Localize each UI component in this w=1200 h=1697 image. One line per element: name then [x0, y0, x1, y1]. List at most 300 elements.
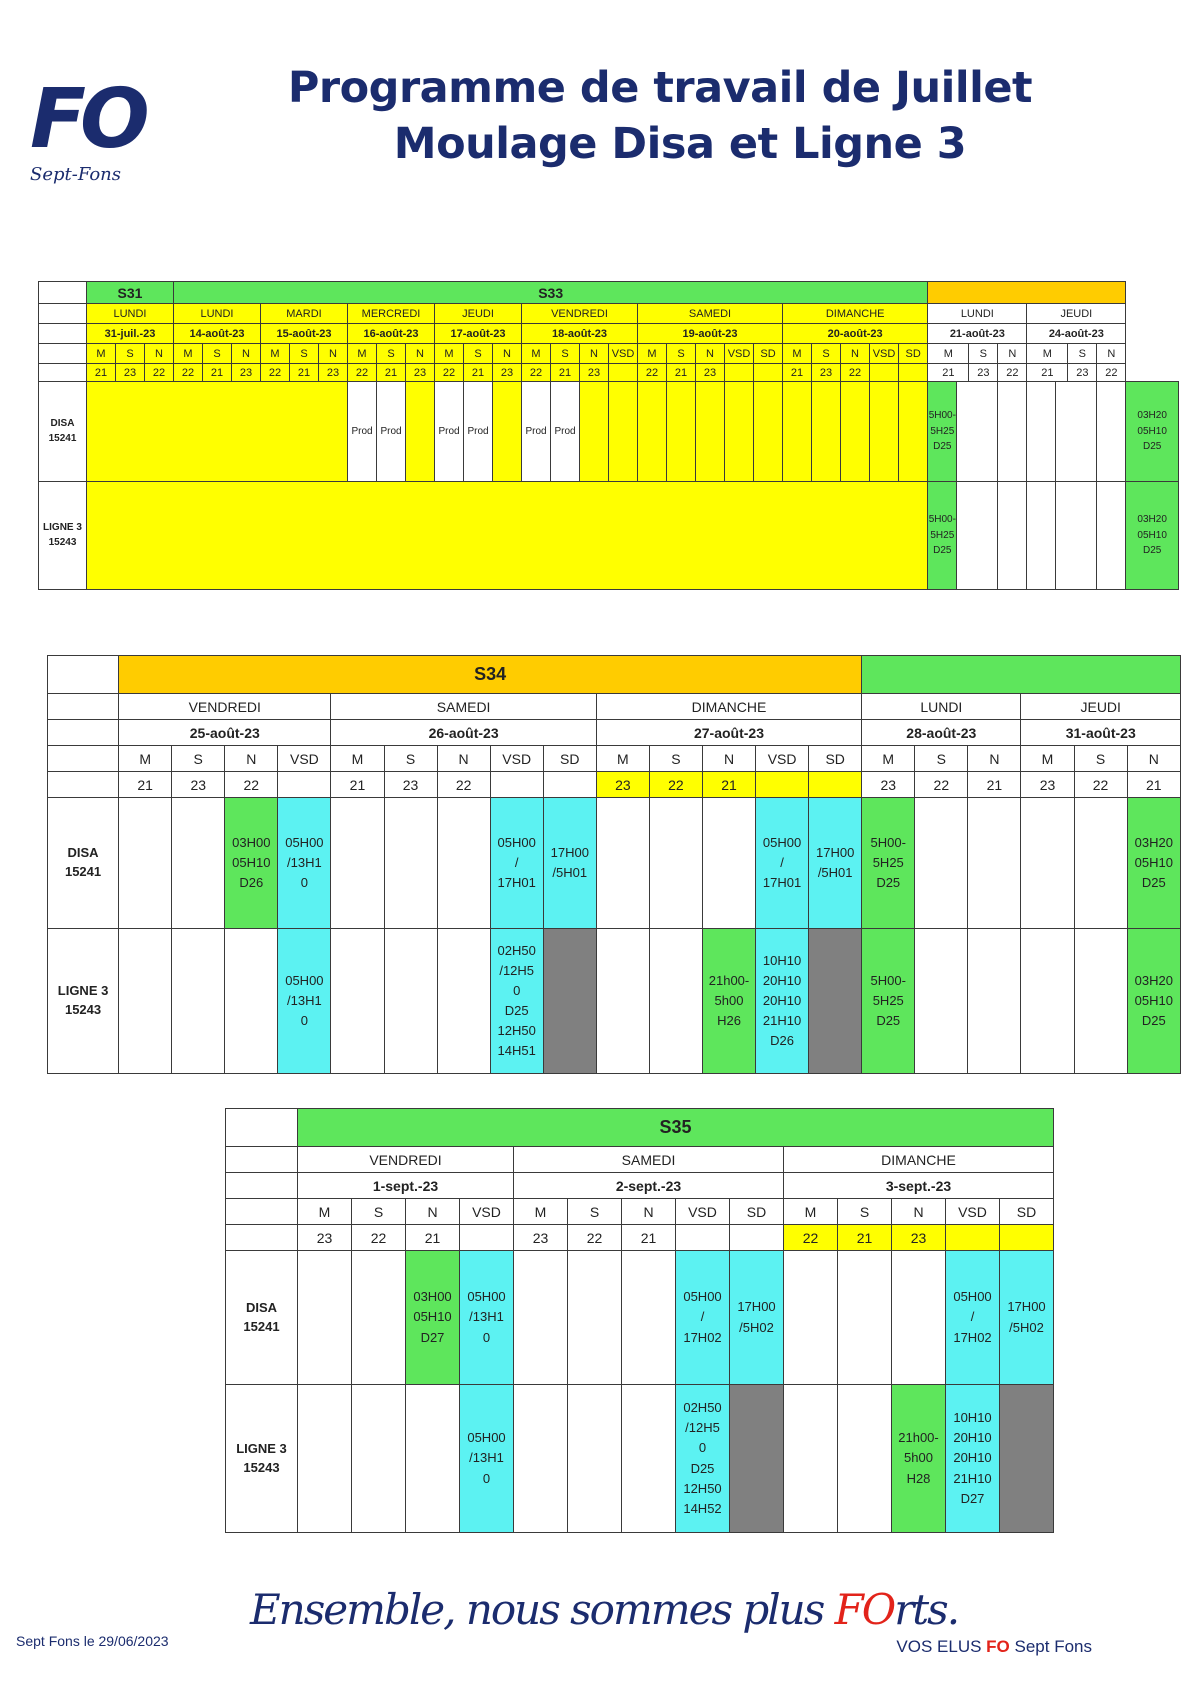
- cell-text: DIMANCHE: [881, 1151, 956, 1168]
- header-cell: [946, 1199, 1000, 1225]
- header-cell: [1127, 746, 1180, 772]
- shift-cell: [331, 798, 384, 929]
- header-cell: [899, 364, 928, 382]
- shift-cell: [87, 382, 348, 482]
- cell-text: 15241: [64, 864, 102, 879]
- cell-text: DISA: [67, 845, 99, 861]
- header-cell: [998, 364, 1027, 382]
- cell-text: S: [373, 1203, 384, 1220]
- cell-text: N: [1008, 347, 1017, 360]
- header-cell: [226, 1225, 298, 1251]
- shift-cell: [225, 929, 278, 1074]
- cell-text: 22: [181, 366, 195, 379]
- header-cell: [1027, 304, 1126, 324]
- cell-text: LIGNE 3: [57, 983, 109, 999]
- cell-text: 5H00-: [870, 972, 906, 988]
- shift-cell: [119, 798, 172, 929]
- header-cell: [809, 772, 862, 798]
- shift-cell: [543, 929, 596, 1074]
- shift-cell: [551, 382, 580, 482]
- cell-text: 16-août-23: [363, 327, 419, 340]
- cell-text: 10H10: [762, 952, 802, 968]
- header-row: [39, 304, 1179, 324]
- shift-cell: [756, 798, 809, 929]
- cell-text: M: [943, 347, 953, 360]
- shift-cell: [838, 1385, 892, 1533]
- header-cell: [725, 364, 754, 382]
- cell-text: N: [643, 1203, 654, 1220]
- cell-text: 20-août-23: [827, 327, 883, 340]
- header-cell: [348, 324, 435, 344]
- shift-cell: [862, 929, 915, 1074]
- shift-cell: [298, 1251, 352, 1385]
- shift-cell: [543, 798, 596, 929]
- cell-text: 31-août-23: [1065, 724, 1136, 741]
- shift-cell: [596, 798, 649, 929]
- header-row: [226, 1225, 1054, 1251]
- cell-text: 17H01: [762, 875, 802, 891]
- cell-text: S: [1095, 750, 1106, 767]
- cell-text: 27-août-23: [693, 724, 765, 741]
- cell-text: /12H5: [685, 1420, 720, 1436]
- header-cell: [203, 344, 232, 364]
- shift-cell: [1000, 1385, 1054, 1533]
- cell-text: JEUDI: [1060, 307, 1093, 320]
- cell-text: MARDI: [286, 307, 322, 320]
- cell-text: /: [780, 854, 784, 870]
- header-cell: [261, 324, 348, 344]
- cell-text: S: [387, 347, 395, 360]
- shift-cell: [784, 1251, 838, 1385]
- cell-text: 22: [355, 366, 369, 379]
- cell-text: 21: [942, 366, 955, 379]
- cell-text: 23: [190, 776, 207, 793]
- header-cell: [730, 1199, 784, 1225]
- cell-text: M: [139, 750, 151, 767]
- header-cell: [696, 344, 725, 364]
- cell-text: N: [242, 347, 250, 360]
- header-cell: [437, 746, 490, 772]
- cell-text: SD: [825, 750, 845, 767]
- cell-text: 17H02: [953, 1329, 992, 1345]
- shift-cell: [377, 382, 406, 482]
- header-cell: [596, 772, 649, 798]
- cell-text: H26: [717, 1013, 741, 1029]
- cell-text: 05H00: [762, 834, 802, 850]
- cell-text: 17H00: [550, 844, 589, 860]
- header-cell: [928, 324, 1027, 344]
- cell-text: S: [677, 347, 685, 360]
- header-cell: [490, 772, 543, 798]
- shift-cell: [435, 382, 464, 482]
- header-row: [39, 364, 1179, 382]
- shift-cell: [406, 1251, 460, 1385]
- cell-text: 14H52: [683, 1500, 722, 1516]
- header-cell: [812, 344, 841, 364]
- header-cell: [290, 344, 319, 364]
- shift-cell: [892, 1385, 946, 1533]
- cell-text: 15243: [64, 1002, 102, 1017]
- cell-text: 23: [532, 1229, 549, 1246]
- header-cell: [667, 364, 696, 382]
- cell-text: 22: [933, 776, 950, 793]
- cell-text: 0: [300, 875, 308, 891]
- shift-cell: [1097, 382, 1126, 482]
- cell-text: 21: [558, 366, 572, 379]
- header-cell: [514, 1225, 568, 1251]
- header-cell: [331, 720, 596, 746]
- header-cell: [812, 364, 841, 382]
- shift-cell: [225, 798, 278, 929]
- cell-text: N: [1107, 347, 1116, 360]
- cell-text: S: [300, 347, 308, 360]
- header-cell: [754, 344, 783, 364]
- header-cell: [331, 746, 384, 772]
- title-line-2: Moulage Disa et Ligne 3: [393, 119, 967, 169]
- cell-text: 23: [326, 366, 340, 379]
- header-cell: [696, 364, 725, 382]
- cell-text: SAMEDI: [621, 1151, 676, 1168]
- cell-text: 22: [848, 366, 862, 379]
- shift-cell: [957, 382, 998, 482]
- cell-text: 17H00: [816, 844, 855, 860]
- header-cell: [435, 344, 464, 364]
- shift-cell: [1127, 798, 1180, 929]
- cell-text: D27: [420, 1329, 445, 1345]
- shift-cell: [649, 798, 702, 929]
- header-cell: [784, 1173, 1054, 1199]
- cell-text: 03H20: [1137, 410, 1167, 422]
- shift-cell: [348, 382, 377, 482]
- shift-cell: [754, 382, 783, 482]
- shift-cell: [1027, 482, 1056, 590]
- header-cell: [1097, 344, 1126, 364]
- header-cell: [580, 344, 609, 364]
- cell-text: 05H10: [232, 854, 271, 870]
- cell-text: N: [155, 347, 163, 360]
- header-row: [48, 720, 1181, 746]
- header-cell: [435, 324, 522, 344]
- cell-text: D25: [933, 441, 952, 453]
- header-cell: [1021, 772, 1074, 798]
- header-cell: [928, 364, 969, 382]
- header-cell: [522, 344, 551, 364]
- header-cell: [261, 364, 290, 382]
- header-cell: [119, 720, 331, 746]
- shift-cell: [514, 1385, 568, 1533]
- header-cell: [232, 344, 261, 364]
- cell-text: 21H10: [762, 1013, 802, 1029]
- shift-cell: [384, 798, 437, 929]
- cell-text: 05H00: [467, 1430, 506, 1446]
- row-label: [48, 798, 119, 929]
- cell-text: 0: [482, 1329, 491, 1345]
- shift-cell: [1126, 482, 1179, 590]
- header-cell: [514, 1173, 784, 1199]
- cell-text: N: [458, 750, 469, 767]
- cell-text: S: [474, 347, 482, 360]
- cell-text: VSD: [502, 750, 532, 767]
- shift-cell: [298, 1385, 352, 1533]
- cell-text: 05H00: [497, 834, 536, 850]
- slogan-prefix: Ensemble, nous sommes plus: [250, 1585, 835, 1634]
- cell-text: /13H1: [469, 1450, 504, 1466]
- cell-text: /5H01: [552, 865, 588, 880]
- shift-cell: [899, 382, 928, 482]
- cell-text: VSD: [767, 750, 797, 767]
- header-cell: [514, 1147, 784, 1173]
- cell-text: SAMEDI: [436, 698, 491, 715]
- header-cell: [226, 1199, 298, 1225]
- shift-cell: [1074, 798, 1127, 929]
- cell-text: DIMANCHE: [825, 307, 885, 320]
- shift-cell: [998, 382, 1027, 482]
- cell-text: 15241: [48, 432, 77, 444]
- shift-cell: [998, 482, 1027, 590]
- header-cell: [702, 772, 755, 798]
- cell-text: 20H10: [953, 1430, 992, 1446]
- cell-text: S: [859, 1203, 870, 1220]
- header-cell: [490, 746, 543, 772]
- cell-text: D25: [1141, 1013, 1166, 1029]
- cell-text: SAMEDI: [688, 307, 732, 320]
- cell-text: 22: [1006, 366, 1019, 379]
- cell-text: 23: [1039, 776, 1056, 793]
- cell-text: Prod: [380, 425, 402, 437]
- cell-text: S: [936, 750, 946, 767]
- shift-cell: [622, 1385, 676, 1533]
- header-cell: [460, 1225, 514, 1251]
- shift-row: [226, 1251, 1054, 1385]
- cell-text: 15241: [243, 1318, 280, 1334]
- cell-text: 2-sept.-23: [615, 1177, 682, 1194]
- cell-text: 5H25: [930, 529, 955, 541]
- cell-text: D25: [1141, 875, 1166, 891]
- cell-text: 24-août-23: [1048, 327, 1104, 340]
- shift-cell: [756, 929, 809, 1074]
- shift-cell: [928, 482, 957, 590]
- cell-text: M: [1041, 750, 1054, 767]
- cell-text: 22: [802, 1229, 819, 1246]
- header-cell: [278, 746, 331, 772]
- header-cell: [1000, 1225, 1054, 1251]
- header-cell: [649, 746, 702, 772]
- cell-text: 02H50: [497, 942, 536, 958]
- cell-text: M: [270, 347, 280, 360]
- cell-text: 12H50: [683, 1480, 722, 1496]
- header-cell: [1021, 746, 1074, 772]
- header-cell: [1074, 772, 1127, 798]
- header-cell: [676, 1225, 730, 1251]
- cell-text: D25: [876, 875, 901, 891]
- cell-text: 05H10: [1134, 854, 1173, 870]
- cell-text: 23: [123, 366, 137, 379]
- header-cell: [609, 344, 638, 364]
- shift-cell: [862, 798, 915, 929]
- header-cell: [946, 1225, 1000, 1251]
- cell-text: 05H10: [1137, 425, 1167, 437]
- cell-text: SD: [905, 347, 921, 360]
- cell-text: D25: [1142, 545, 1162, 557]
- cell-text: 23: [819, 366, 833, 379]
- header-cell: [809, 746, 862, 772]
- header-cell: [116, 364, 145, 382]
- signature-fo: FO: [986, 1637, 1010, 1656]
- cell-text: 0: [513, 982, 521, 998]
- cell-text: 14-août-23: [189, 327, 245, 340]
- page-title: [230, 60, 1090, 172]
- header-cell: [702, 746, 755, 772]
- cell-text: LUNDI: [960, 307, 994, 320]
- shift-cell: [1074, 929, 1127, 1074]
- cell-text: VSD: [289, 750, 319, 767]
- title-line-1: Programme de travail de Juillet: [287, 63, 1033, 113]
- shift-cell: [957, 482, 998, 590]
- cell-text: 22: [370, 1229, 387, 1246]
- header-cell: [756, 772, 809, 798]
- shift-cell: [437, 929, 490, 1074]
- shift-cell: [783, 382, 812, 482]
- header-cell: [667, 344, 696, 364]
- cell-text: 3-sept.-23: [885, 1177, 952, 1194]
- shift-row: [39, 482, 1179, 590]
- cell-text: M: [357, 347, 367, 360]
- header-cell: [119, 772, 172, 798]
- header-cell: [435, 304, 522, 324]
- cell-text: SD: [1016, 1203, 1037, 1220]
- shift-cell: [493, 382, 522, 482]
- cell-text: D25: [876, 1013, 901, 1029]
- cell-text: VSD: [472, 1203, 501, 1220]
- cell-text: 25-août-23: [189, 724, 260, 741]
- cell-text: VSD: [872, 347, 896, 360]
- cell-text: 31-juil.-23: [104, 327, 156, 340]
- header-cell: [638, 304, 783, 324]
- cell-text: 21: [1041, 366, 1054, 379]
- cell-text: D25: [933, 545, 952, 557]
- cell-text: JEUDI: [462, 307, 494, 320]
- shift-cell: [490, 798, 543, 929]
- cell-text: 03H20: [1137, 514, 1167, 526]
- cell-text: Prod: [525, 425, 547, 437]
- cell-text: 23: [703, 366, 717, 379]
- cell-text: N: [1148, 750, 1159, 767]
- cell-text: S: [561, 347, 569, 360]
- shift-row: [39, 382, 1179, 482]
- header-cell: [596, 694, 861, 720]
- cell-text: 0: [482, 1470, 491, 1486]
- cell-text: 23: [402, 776, 419, 793]
- cell-text: 23: [316, 1229, 333, 1246]
- cell-text: 22: [1092, 776, 1109, 793]
- logo-letters: FO: [30, 72, 144, 167]
- header-cell: [862, 694, 1021, 720]
- header-cell: [899, 344, 928, 364]
- header-cell: [384, 746, 437, 772]
- shift-cell: [676, 1251, 730, 1385]
- header-cell: [784, 1147, 1054, 1173]
- shift-cell: [596, 929, 649, 1074]
- cell-text: VSD: [958, 1203, 987, 1220]
- header-row: [48, 772, 1181, 798]
- cell-text: 23: [239, 366, 253, 379]
- cell-text: D25: [1142, 441, 1162, 453]
- header-cell: [87, 324, 174, 344]
- schedule-grid: [225, 1108, 1054, 1533]
- cell-text: 21: [1146, 776, 1162, 793]
- cell-text: /12H5: [499, 962, 535, 978]
- shift-cell: [568, 1251, 622, 1385]
- cell-text: 10H10: [953, 1410, 992, 1426]
- cell-text: D26: [239, 875, 264, 891]
- shift-cell: [1056, 482, 1097, 590]
- header-cell: [174, 364, 203, 382]
- header-cell: [543, 746, 596, 772]
- header-cell: [172, 746, 225, 772]
- header-cell: [783, 344, 812, 364]
- header-cell: [841, 364, 870, 382]
- header-cell: [638, 344, 667, 364]
- cell-text: 17H00: [737, 1299, 776, 1315]
- shift-cell: [649, 929, 702, 1074]
- header-cell: [298, 1225, 352, 1251]
- cell-text: LUNDI: [200, 307, 234, 320]
- cell-text: 22: [243, 776, 260, 793]
- header-cell: [838, 1199, 892, 1225]
- cell-text: S: [1078, 347, 1086, 360]
- header-cell: [225, 746, 278, 772]
- header-cell: [568, 1199, 622, 1225]
- cell-text: Prod: [351, 425, 373, 437]
- header-cell: [928, 282, 1126, 304]
- header-cell: [1021, 694, 1181, 720]
- shift-cell: [946, 1251, 1000, 1385]
- cell-text: /5H01: [817, 865, 853, 880]
- cell-text: 22: [1105, 366, 1118, 379]
- header-cell: [1021, 720, 1181, 746]
- cell-text: 23: [413, 366, 427, 379]
- header-cell: [522, 304, 638, 324]
- header-cell: [783, 324, 928, 344]
- header-cell: [1074, 746, 1127, 772]
- cell-text: 23: [977, 366, 990, 379]
- cell-text: 21: [471, 366, 485, 379]
- header-cell: [841, 344, 870, 364]
- header-row: [48, 656, 1181, 694]
- cell-text: 21: [721, 776, 737, 793]
- header-cell: [48, 772, 119, 798]
- header-cell: [892, 1225, 946, 1251]
- shift-cell: [522, 382, 551, 482]
- cell-text: 5h00: [714, 992, 744, 1008]
- header-cell: [638, 364, 667, 382]
- header-row: [39, 324, 1179, 344]
- cell-text: LUNDI: [920, 698, 963, 715]
- cell-text: Prod: [554, 425, 576, 437]
- header-cell: [514, 1199, 568, 1225]
- header-cell: [348, 304, 435, 324]
- shift-cell: [696, 382, 725, 482]
- header-cell: [493, 344, 522, 364]
- cell-text: N: [913, 1203, 924, 1220]
- shift-cell: [838, 1251, 892, 1385]
- cell-text: N: [989, 750, 1000, 767]
- cell-text: /: [514, 854, 519, 870]
- shift-cell: [580, 382, 609, 482]
- shift-cell: [1000, 1251, 1054, 1385]
- shift-cell: [809, 798, 862, 929]
- cell-text: 23: [1076, 366, 1089, 379]
